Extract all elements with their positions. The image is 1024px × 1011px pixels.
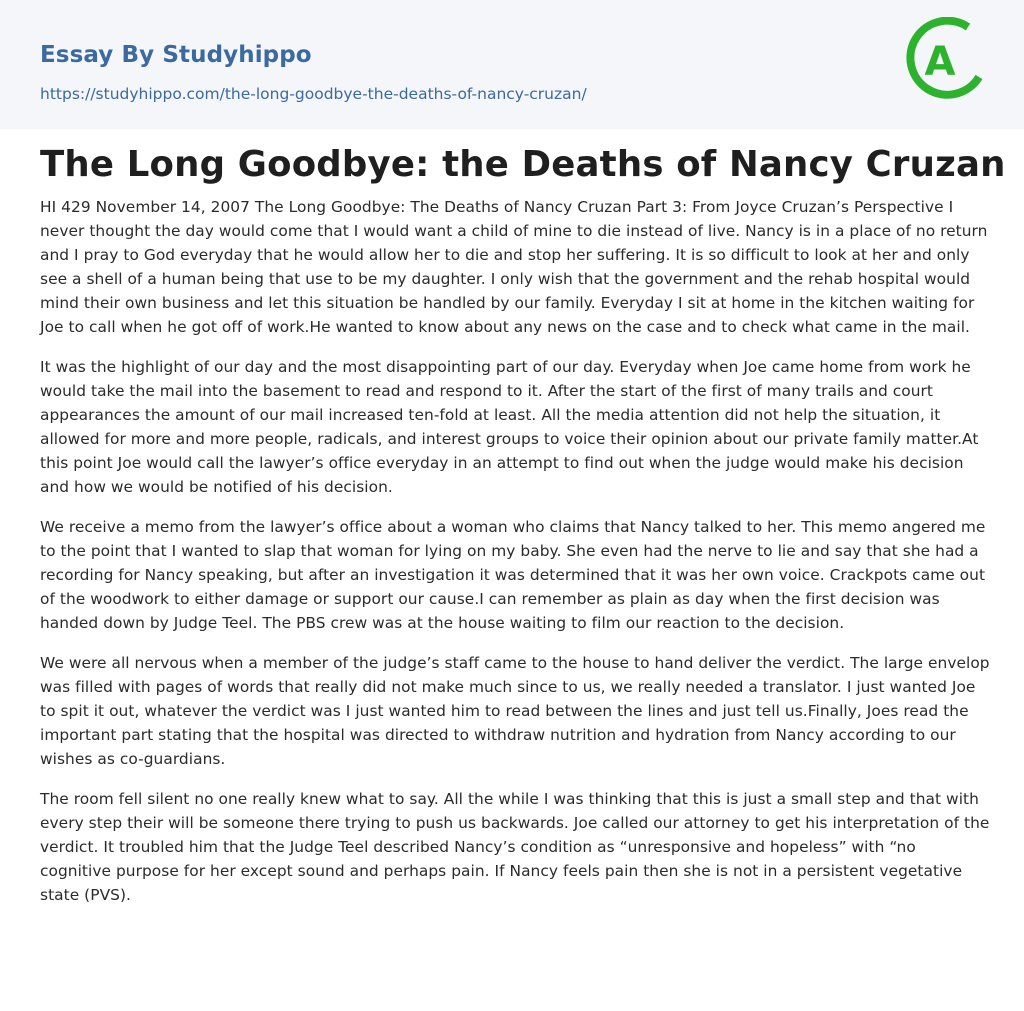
paragraph: The room fell silent no one really knew what to say. All the while I was thinking that this is just a small step and that with every step their will be someone there trying to push us backwards. Joe called our attorney to get his interpretation of the verdict. It troubled him that the Judge Teel described Nancy’s condition as “unresponsive and hopeless” with “no cognitive purpose for her except sound and perhaps pain. If Nancy feels pain then she is not in a persistent vegetative state (PVS). [40,790,990,904]
site-header [0,0,1024,129]
page-url-link[interactable]: https://studyhippo.com/the-long-goodbye-the-deaths-of-nancy-cruzan/ [40,85,587,103]
logo-letter: A [924,39,956,85]
studyhippo-logo-icon[interactable] [906,17,990,107]
article-body [40,195,990,923]
paragraph: HI 429 November 14, 2007 The Long Goodbye: The Deaths of Nancy Cruzan Part 3: From Joyce Cruzan’s Perspective I never thought the day would come that I would want a child of mine to die instead of live. Nancy is in a place of no return and I pray to God everyday that he would allow her to die and stop her suffering. It is so difficult to look at her and only see a shell of a human being that use to be my daughter. I only wish that the government and the rehab hospital would mind their own business and let this situation be handled by our family. Everyday I sit at home in the kitchen waiting for Joe to call when he got off of work.He wanted to know about any news on the case and to check what came in the mail. [40,198,988,336]
article-title: The Long Goodbye: the Deaths of Nancy Cruzan [40,144,1006,185]
paragraph: We were all nervous when a member of the judge’s staff came to the house to hand deliver the verdict. The large envelop was filled with pages of words that really did not make much since to us, we really needed a translator. I just wanted Joe to spit it out, whatever the verdict was I just wanted him to read between the lines and just tell us.Finally, Joes read the important part stating that the hospital was directed to withdraw nutrition and hydration from Nancy according to our wishes as co-guardians. [40,654,990,768]
paragraph: It was the highlight of our day and the most disappointing part of our day. Everyday when Joe came home from work he would take the mail into the basement to read and respond to it. After the start of the first of many trails and court appearances the amount of our mail increased ten-fold at least. All the media attention did not help the situation, it allowed for more and more people, radicals, and interest groups to voice their opinion about our private family matter.At this point Joe would call the lawyer’s office everyday in an attempt to find out when the judge would make his decision and how we would be notified of his decision. [40,358,979,496]
paragraph: We receive a memo from the lawyer’s office about a woman who claims that Nancy talked to her. This memo angered me to the point that I wanted to slap that woman for lying on my baby. She even had the nerve to lie and say that she had a recording for Nancy speaking, but after an investigation it was determined that it was her own voice. Crackpots came out of the woodwork to either damage or support our cause.I can remember as plain as day when the first decision was handed down by Judge Teel. The PBS crew was at the house waiting to film our reaction to the decision. [40,518,986,632]
site-brand[interactable]: Essay By Studyhippo [40,42,312,68]
